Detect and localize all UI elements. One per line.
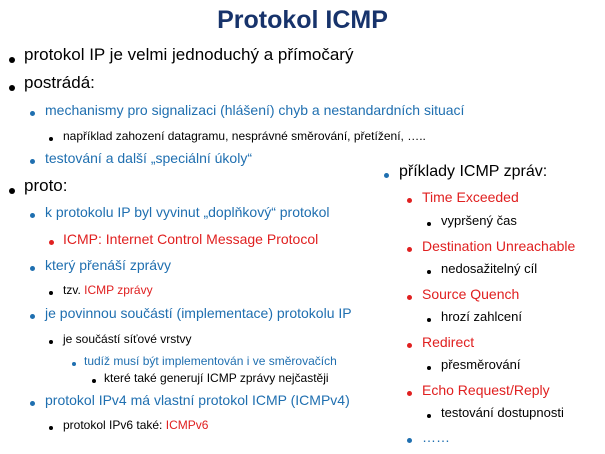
bullet-icon [49, 137, 53, 141]
icmp-msg-desc: testování dostupnosti [441, 405, 564, 420]
bullet-icon [30, 314, 35, 319]
bullet-icon [407, 391, 412, 396]
bullet-icon [407, 438, 412, 443]
bullet-icon [407, 295, 412, 300]
bullet-icon [427, 270, 431, 274]
icmp-msg-desc: nedosažitelný cíl [441, 261, 538, 276]
more-ellipsis: …… [422, 429, 450, 445]
bullet-icon [30, 266, 35, 271]
text-ipv4: protokol IPv4 má vlastní protokol ICMP (ICMPv4) [45, 392, 350, 408]
bullet-icon [30, 213, 35, 218]
bullet-icon [407, 343, 412, 348]
bullet-icon [49, 291, 53, 295]
bullet-icon [49, 340, 53, 344]
examples-heading: příklady ICMP zpráv: [399, 163, 548, 180]
text-ktere: které také generují ICMP zprávy nejčastěji [104, 371, 329, 385]
bullet-icon [427, 318, 431, 322]
bullet-icon [427, 222, 431, 226]
text-mechanismy: mechanismy pro signalizaci (hlášení) chyb a nestandardních situací [45, 102, 465, 118]
text-testovani: testování a další „speciální úkoly“ [45, 150, 252, 166]
text-tudiz: tudíž musí být implementován i ve směrovačích [84, 354, 337, 368]
text-doplnkovy: k protokolu IP byl vyvinut „doplňkový“ protokol [45, 204, 330, 220]
text-icmp-full: ICMP: Internet Control Message Protocol [63, 231, 319, 247]
text-napriklad: například zahození datagramu, nesprávné směrování, přetížení, ….. [63, 129, 426, 143]
icmp-msg-desc: vypršený čas [441, 213, 517, 228]
text-povinnou: je povinnou součástí (implementace) protokolu IP [45, 305, 352, 321]
bullet-icon [9, 188, 15, 194]
text-prenasi: který přenáší zprávy [45, 257, 172, 273]
icmp-msg-name: Redirect [422, 334, 475, 350]
bullet-icon [72, 362, 76, 366]
bullet-icon [407, 247, 412, 252]
text-proto: proto: [24, 176, 68, 195]
icmp-msg-name: Time Exceeded [422, 189, 519, 205]
bullet-icon [427, 414, 431, 418]
text-ipv6 [63, 418, 208, 432]
text-icmpv6: ICMPv6 [165, 418, 209, 432]
icmp-msg-name: Destination Unreachable [422, 238, 576, 254]
text-tzv-icmp [63, 283, 153, 297]
text-tzv-prefix: tzv. [63, 283, 85, 297]
bullet-icon [30, 159, 35, 164]
bullet-icon [407, 198, 412, 203]
bullet-icon [30, 401, 35, 406]
bullet-icon [9, 57, 15, 63]
bullet-icon [9, 85, 15, 91]
slide-title: Protokol ICMP [217, 6, 388, 34]
text-ip-simple: protokol IP je velmi jednoduchý a přímočarý [24, 45, 354, 64]
icmp-msg-desc: hrozí zahlcení [441, 309, 522, 324]
icmp-msg-desc: přesměrování [441, 357, 521, 372]
icmp-msg-name: Echo Request/Reply [422, 382, 550, 398]
bullet-icon [427, 366, 431, 370]
icmp-msg-name: Source Quench [422, 286, 520, 302]
text-postrada: postrádá: [24, 73, 95, 92]
text-sitove: je součástí síťové vrstvy [63, 332, 192, 346]
bullet-icon [49, 426, 53, 430]
bullet-icon [49, 240, 54, 245]
bullet-icon [30, 111, 35, 116]
text-ipv6-prefix: protokol IPv6 také: [63, 418, 166, 432]
bullet-icon [384, 173, 389, 178]
bullet-icon [92, 379, 96, 383]
text-icmp-zpravy: ICMP zprávy [84, 283, 153, 297]
